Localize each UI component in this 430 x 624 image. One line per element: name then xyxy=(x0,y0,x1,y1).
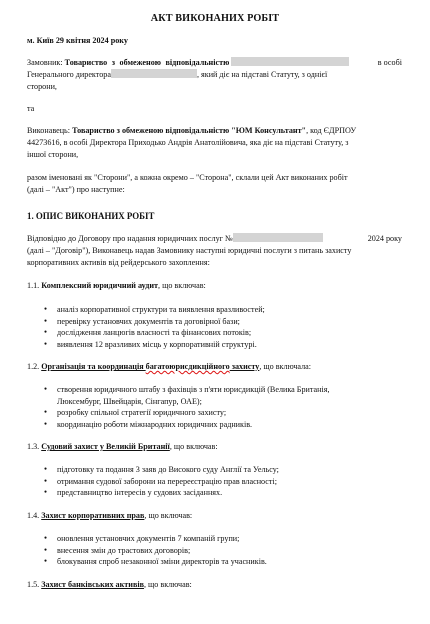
subsection-title: Комплексний юридичний аудит xyxy=(41,281,158,290)
list-1-2 xyxy=(44,384,402,430)
list-item: ● координацію роботи міжнародних юридичних радників. xyxy=(44,419,402,431)
customer-after: в особі xyxy=(377,58,402,67)
subsection-1-4 xyxy=(27,510,402,522)
list-item: ● представництво інтересів у судових засіданнях. xyxy=(44,487,402,499)
intro-text-a: Відповідно до Договору про надання юридичних послуг № xyxy=(27,234,233,243)
subsection-title: Захист корпоративних прав xyxy=(41,511,145,520)
subsection-1-1 xyxy=(27,280,402,292)
customer-basis: , який діє на підставі Статуту, з однієї xyxy=(196,70,328,79)
contractor-name: Товариство з обмеженою відповідальністю "ЮМ Консультант" xyxy=(72,126,307,135)
list-item: ● дослідження ланцюгів власності та фінансових потоків; xyxy=(44,327,402,339)
subsection-tail: , що включала: xyxy=(259,362,312,371)
subsection-1-5 xyxy=(27,579,402,591)
parties-line-2: (далі – "Акт") про наступне: xyxy=(27,185,125,194)
subsection-number: 1.1. xyxy=(27,281,40,290)
list-item: ● розробку спільної стратегії юридичного захисту; xyxy=(44,407,402,419)
list-item: ● перевірку установчих документів та договірної бази; xyxy=(44,316,402,328)
and-word: та xyxy=(27,104,35,113)
subsection-tail: , що включав: xyxy=(158,281,206,290)
list-1-1 xyxy=(44,304,402,350)
list-1-4 xyxy=(44,533,402,568)
customer-name: Товариство з обмеженою відповідальністю xyxy=(64,58,230,67)
contractor-line-3: іншої сторони, xyxy=(27,150,79,159)
list-item: ● оновлення установчих документів 7 компаній групи; xyxy=(44,533,402,545)
subsection-tail: , що включав: xyxy=(169,442,218,451)
intro-text-b: 2024 року xyxy=(367,234,402,243)
subsection-title: Судовий захист у Великій Британії xyxy=(41,442,170,451)
redacted-contract-number xyxy=(233,233,323,242)
contractor-label: Виконавець: xyxy=(27,126,71,135)
customer-line-3: сторони, xyxy=(27,82,57,91)
subsection-number: 1.3. xyxy=(27,442,40,451)
subsection-1-3 xyxy=(27,441,402,453)
list-item: ● отримання судової заборони на перереєстрацію прав власності; xyxy=(44,476,402,488)
list-item: ● виявлення 12 вразливих місць у корпоративній структурі. xyxy=(44,339,402,351)
list-item: ● аналіз корпоративної структури та виявлення вразливостей; xyxy=(44,304,402,316)
subsection-tail: , що включав: xyxy=(144,511,193,520)
customer-position: Генерального директора xyxy=(27,70,111,79)
document-title: АКТ ВИКОНАНИХ РОБІТ xyxy=(150,13,280,24)
subsection-number: 1.4. xyxy=(27,511,40,520)
contractor-line-1 xyxy=(27,125,402,137)
list-item: ● блокування спроб незаконної зміни директорів та учасників. xyxy=(44,556,402,568)
customer-line-1 xyxy=(27,57,402,69)
redacted-customer-name xyxy=(231,57,349,66)
customer-line-2 xyxy=(27,69,402,81)
subsection-number: 1.2. xyxy=(27,362,40,371)
subsection-1-2 xyxy=(27,361,402,373)
list-1-3 xyxy=(44,464,402,499)
subsection-title: Захист банківських активів xyxy=(41,580,144,589)
list-item: ● створення юридичного штабу з фахівців з п'яти юрисдикцій (Велика Британія, Люксембург, Швейцарія, Сінгапур, ОАЕ); xyxy=(44,384,402,407)
list-item: ● внесення змін до трастових договорів; xyxy=(44,545,402,557)
subsection-title: Організація та координація багатоюрисдикційного захисту xyxy=(41,362,260,371)
intro-line-1 xyxy=(27,233,402,245)
parties-line-1: разом іменовані як "Сторони", а кожна окремо – "Сторона", склали цей Акт виконаних робіт xyxy=(27,173,348,182)
date-line: м. Київ 29 квітня 2024 року xyxy=(27,36,128,45)
subsection-number: 1.5. xyxy=(27,580,40,589)
contractor-line-2: 44273616, в особі Директора Приходько Андрія Анатолійовича, яка діє на підставі Статуту, з xyxy=(27,138,349,147)
subsection-tail: , що включав: xyxy=(143,580,192,589)
contractor-edrpou: , код ЄДРПОУ xyxy=(306,126,357,135)
customer-label: Замовник: xyxy=(27,58,63,67)
intro-line-2: (далі – "Договір"), Виконавець надав Замовнику наступні юридичні послуги з питань захисту xyxy=(27,246,352,255)
redacted-director-name xyxy=(111,69,197,78)
section-heading-1: 1. ОПИС ВИКОНАНИХ РОБІТ xyxy=(27,211,155,221)
list-item: ● підготовку та подання 3 заяв до Високого суду Англії та Уельсу; xyxy=(44,464,402,476)
intro-line-3: корпоративних активів від рейдерського захоплення: xyxy=(27,258,210,267)
